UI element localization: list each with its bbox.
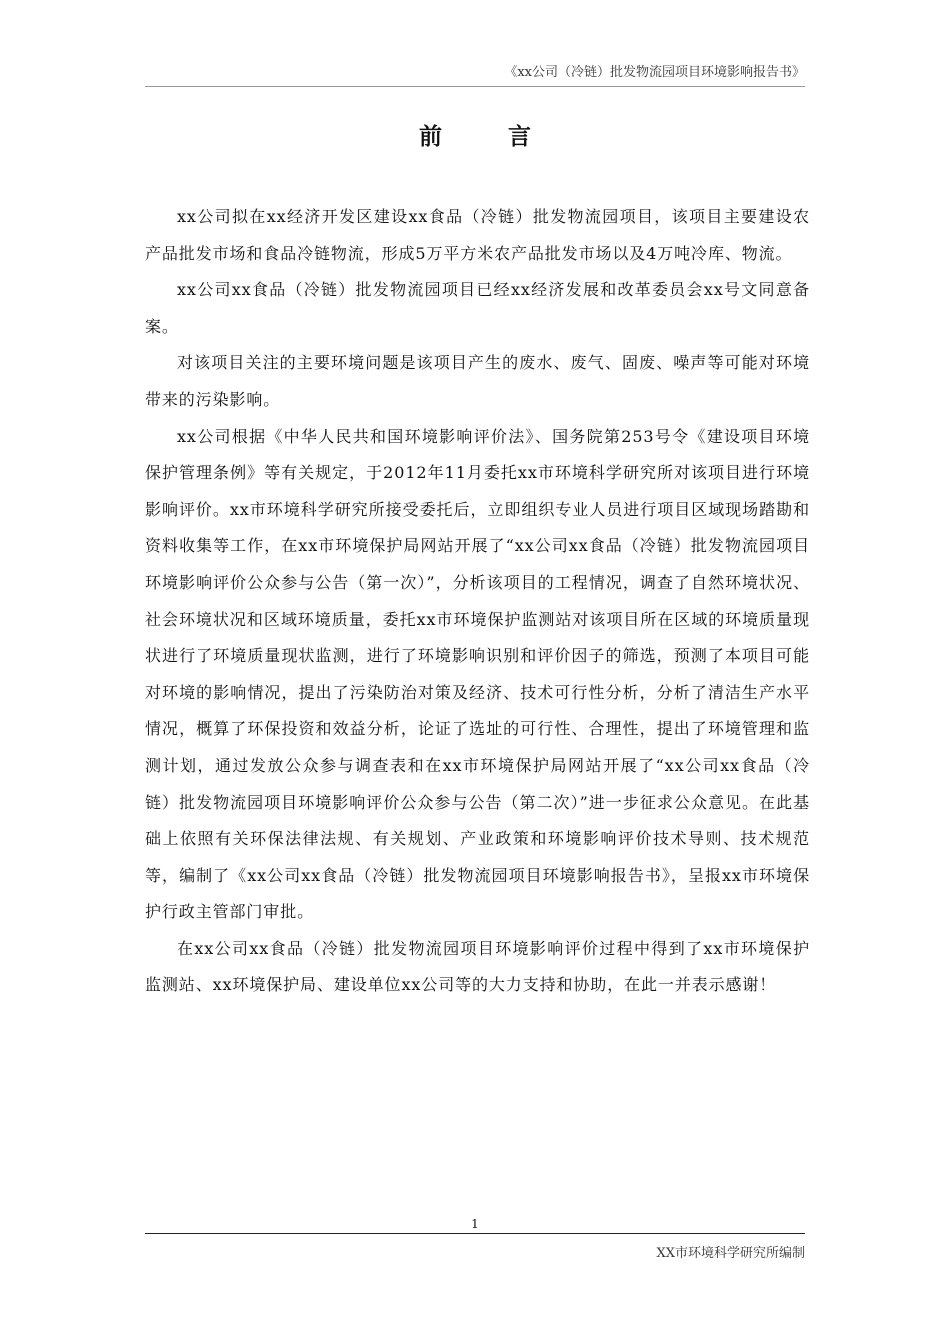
page-number: 1 xyxy=(471,1217,479,1231)
paragraph-project-overview: xx公司拟在xx经济开发区建设xx食品（冷链）批发物流园项目，该项目主要建设农产品批发市场和食品冷链物流，形成5万平方米农产品批发市场以及4万吨冷库、物流。 xyxy=(145,207,810,263)
paragraph-assessment-process: xx公司根据《中华人民共和国环境影响评价法》、国务院第253号令《建设项目环境保护管理条例》等有关规定，于2012年11月委托xx市环境科学研究所对该项目进行环境影响评价。xx市环境科学研究所接受委托后，立即组织专业人员进行项目区域现场踏勘和资料收集等工作，在xx市环境保护局网站开展了“xx公司xx食品（冷链）批发物流园项目环境影响评价公众参与公告（第一次）”，分析该项目的工程情况，调查了自然环境状况、社会环境状况和区域环境质量，委托xx市环境保护监测站对该项目所在区域的环境质量现状进行了环境质量现状监测，进行了环境影响识别和评价因子的筛选，预测了本项目可能对环境的影响情况，提出了污染防治对策及经济、技术可行性分析，分析了清洁生产水平情况，概算了环保投资和效益分析，论证了选址的可行性、合理性，提出了环境管理和监测计划，通过发放公众参与调查表和在xx市环境保护局网站开展了“xx公司xx食品（冷链）批发物流园项目环境影响评价公众参与公告（第二次）”进一步征求公众意见。在此基础上依照有关环保法律法规、有关规划、产业政策和环境影响评价技术导则、技术规范等，编制了《xx公司xx食品（冷链）批发物流园项目环境影响报告书》，呈报xx市环境保护行政主管部门审批。 xyxy=(145,426,810,922)
paragraph-acknowledgement: 在xx公司xx食品（冷链）批发物流园项目环境影响评价过程中得到了xx市环境保护监测站、xx环境保护局、建设单位xx公司等的大力支持和协助，在此一并表示感谢！ xyxy=(145,938,810,995)
page-title: 前言 xyxy=(419,123,597,150)
document-body xyxy=(145,199,810,1004)
running-footer: XX市环境科学研究所编制 xyxy=(656,1246,805,1261)
footer-divider xyxy=(145,1233,805,1234)
header-divider xyxy=(145,86,805,87)
running-header: 《xx公司（冷链）批发物流园项目环境影响报告书》 xyxy=(504,65,805,80)
paragraph-main-issues: 对该项目关注的主要环境问题是该项目产生的废水、废气、固废、噪声等可能对环境带来的污染影响。 xyxy=(145,353,810,409)
paragraph-filing-approval: xx公司xx食品（冷链）批发物流园项目已经xx经济发展和改革委员会xx号文同意备案。 xyxy=(145,280,810,336)
